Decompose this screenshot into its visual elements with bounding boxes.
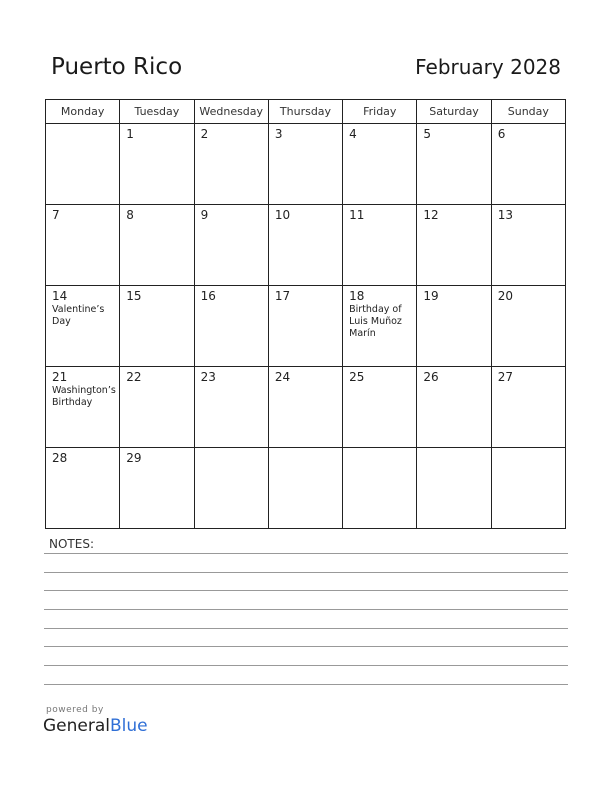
weekday-friday: Friday [343,100,417,124]
day-number: 27 [497,370,513,384]
day-cell [343,286,417,367]
week-row [46,124,566,205]
day-number: 15 [126,289,142,303]
day-cell [268,448,342,529]
day-number: 12 [423,208,439,222]
week-row [46,448,566,529]
weekday-sunday: Sunday [491,100,565,124]
day-cell [194,448,268,529]
day-number: 21 [52,370,68,384]
day-cell [343,124,417,205]
day-cell [268,367,342,448]
day-cell [491,124,565,205]
day-number: 10 [274,208,291,222]
day-cell [417,367,491,448]
weekday-thursday: Thursday [268,100,342,124]
day-cell [194,367,268,448]
day-number: 11 [349,208,365,222]
day-number: 5 [423,127,432,141]
day-number: 14 [52,289,68,303]
day-cell [417,205,491,286]
day-number: 2 [200,127,209,141]
day-cell [343,205,417,286]
day-cell [46,124,120,205]
day-cell [46,286,120,367]
day-cell [491,205,565,286]
day-number: 28 [52,451,68,465]
day-number: 3 [274,127,283,141]
notes-label: NOTES: [49,537,94,551]
day-number: 22 [126,370,142,384]
day-number: 25 [349,370,365,384]
day-number: 7 [52,208,60,222]
day-cell [194,286,268,367]
day-cell [120,124,194,205]
calendar-grid [45,99,566,529]
holiday-label: Birthday of Luis Muñoz Marín [349,304,402,339]
day-cell [268,124,342,205]
day-cell [46,205,120,286]
day-cell [194,124,268,205]
day-number: 19 [423,289,439,303]
day-cell [343,367,417,448]
day-number: 20 [497,289,513,303]
note-line [44,684,568,685]
month-year-title: February 2028 [415,55,561,79]
day-cell [46,448,120,529]
powered-by-text: powered by [46,705,104,715]
note-line [44,572,568,573]
holiday-label: Valentine’s Day [52,304,105,327]
day-cell [268,286,342,367]
note-line [44,665,568,666]
holiday-label: Washington’s Birthday [52,385,116,408]
day-cell [120,205,194,286]
weekday-wednesday: Wednesday [194,100,268,124]
day-number: 23 [200,370,216,384]
weekday-header-row [46,100,566,124]
week-row [46,367,566,448]
day-number: 8 [126,208,134,222]
day-cell [491,448,565,529]
day-number: 24 [274,370,291,384]
day-cell [417,448,491,529]
day-cell [491,286,565,367]
day-cell [46,367,120,448]
brand-blue-text: Blue [110,716,148,736]
weekday-tuesday: Tuesday [120,100,194,124]
note-line [44,590,568,591]
brand-general-text: General [43,716,110,736]
note-line [44,553,568,554]
note-line [44,609,568,610]
day-cell [120,286,194,367]
weekday-monday: Monday [46,100,120,124]
day-number: 1 [126,127,134,141]
weekday-saturday: Saturday [417,100,491,124]
day-number: 6 [497,127,506,141]
day-cell [417,124,491,205]
day-number: 16 [200,289,216,303]
week-row [46,286,566,367]
day-number: 17 [274,289,291,303]
note-line [44,628,568,629]
day-cell [491,367,565,448]
country-title: Puerto Rico [51,54,183,80]
day-cell [343,448,417,529]
day-number: 29 [126,451,142,465]
day-cell [268,205,342,286]
day-number: 18 [349,289,365,303]
week-row [46,205,566,286]
day-cell [417,286,491,367]
day-cell [120,367,194,448]
day-number: 9 [200,208,209,222]
day-number: 13 [497,208,513,222]
day-number: 26 [423,370,439,384]
day-cell [120,448,194,529]
day-cell [194,205,268,286]
note-line [44,646,568,647]
generalblue-logo[interactable] [43,716,148,736]
day-number: 4 [349,127,357,141]
